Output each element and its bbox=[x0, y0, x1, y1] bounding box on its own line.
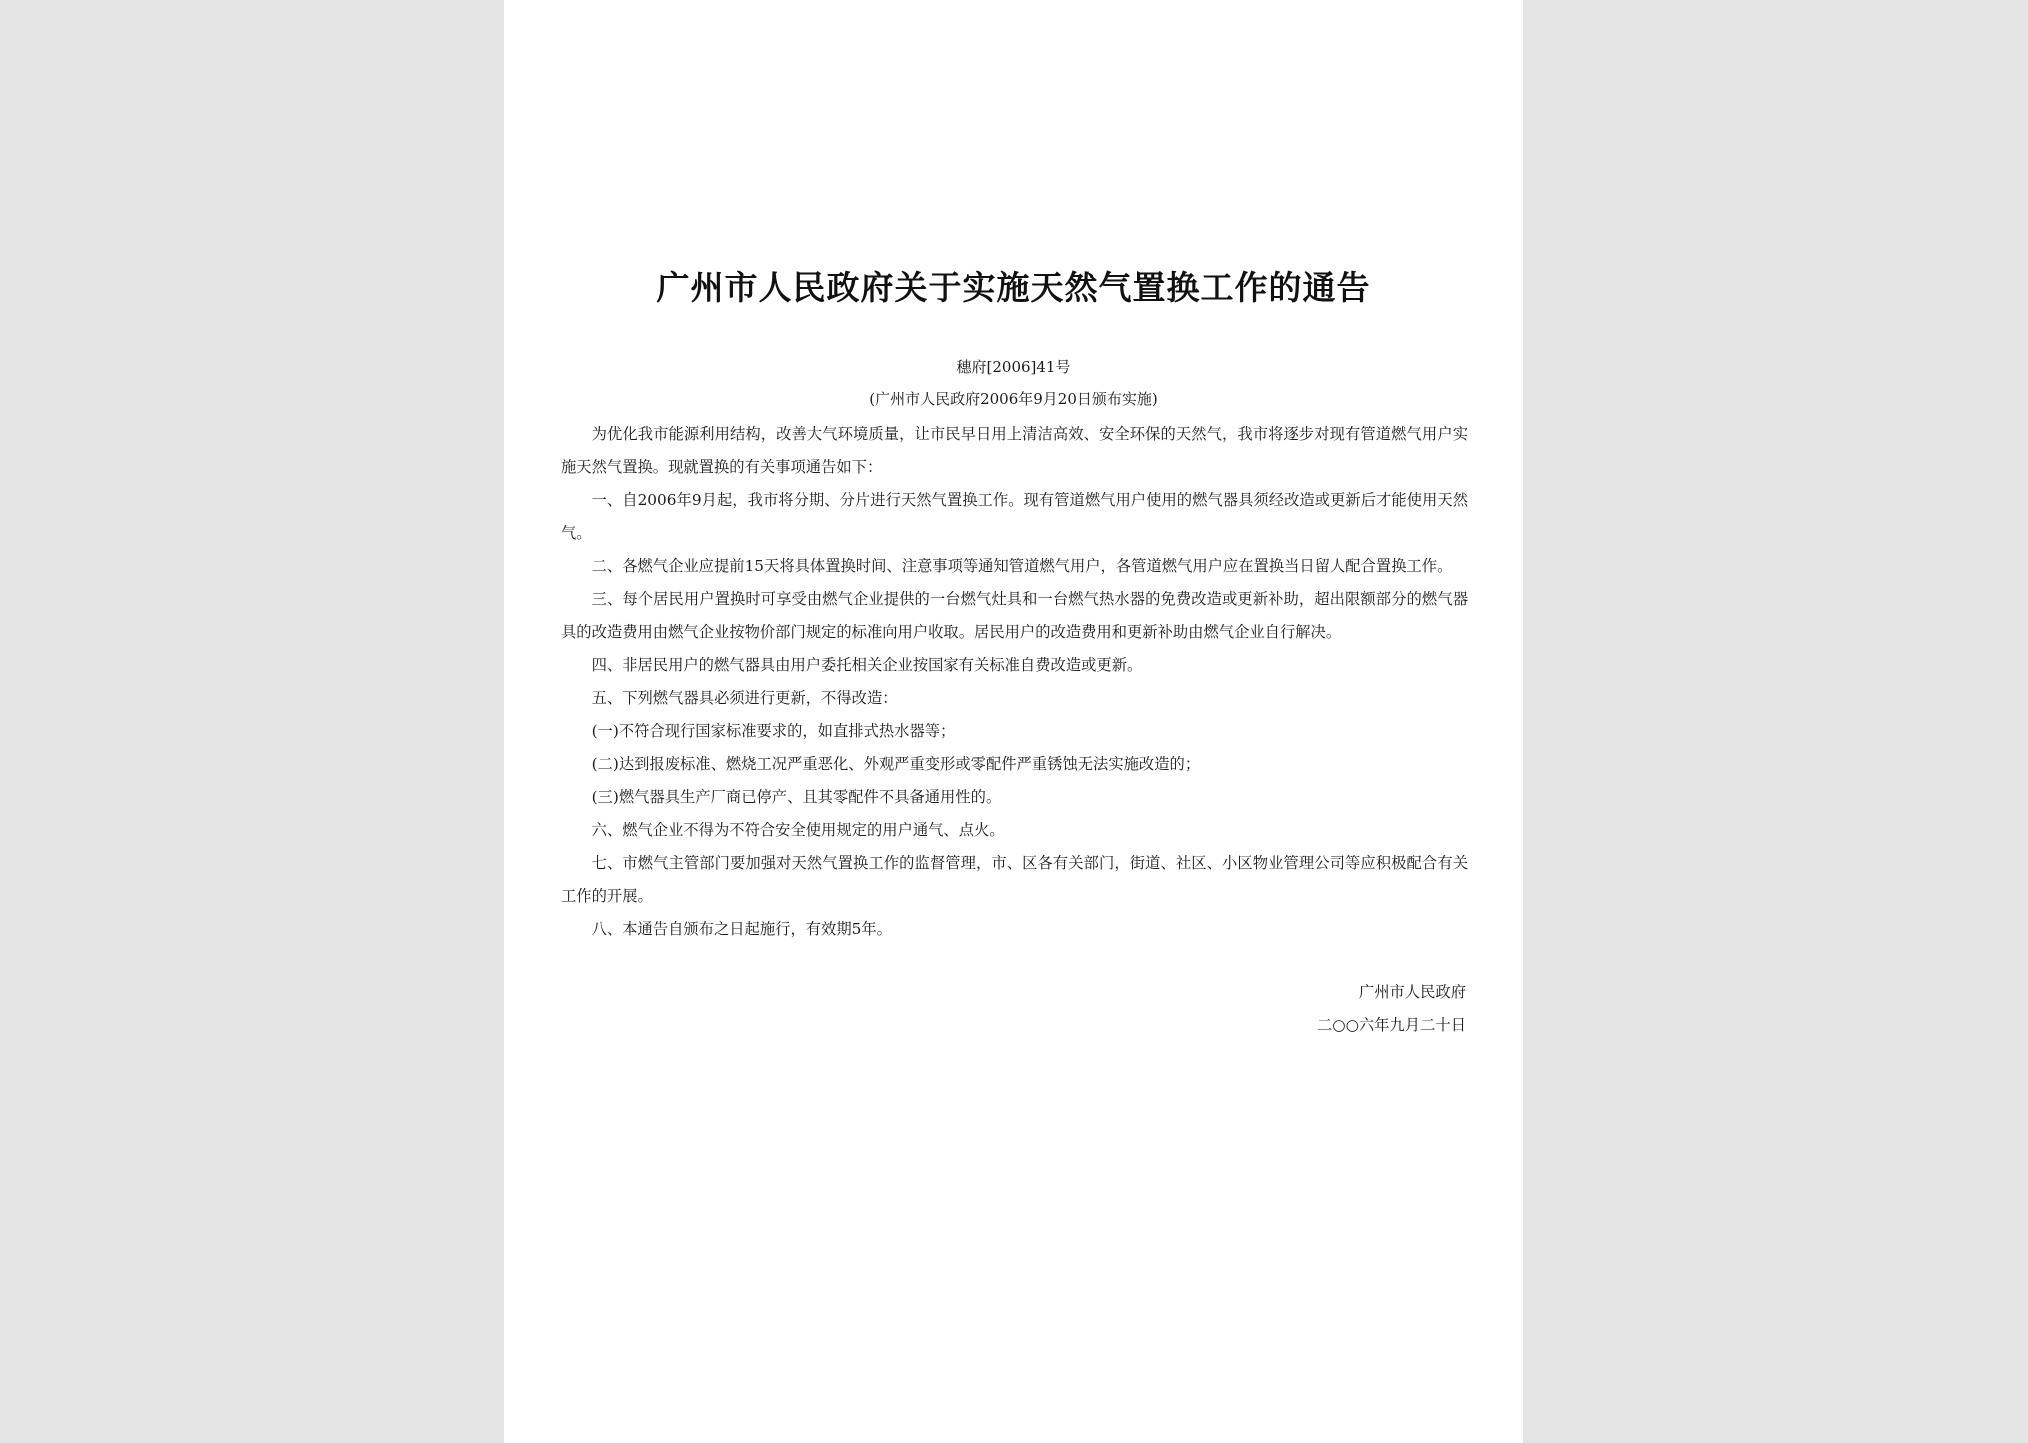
paragraph-subitem-2: (二)达到报废标准、燃烧工况严重恶化、外观严重变形或零配件严重锈蚀无法实施改造的； bbox=[591, 755, 1201, 773]
document-page bbox=[504, 0, 1523, 1443]
document-body bbox=[561, 418, 1468, 946]
document-title: 广州市人民政府关于实施天然气置换工作的通告 bbox=[656, 268, 1371, 307]
signature-organization: 广州市人民政府 bbox=[1358, 983, 1466, 1001]
paragraph-item-3: 三、每个居民用户置换时可享受由燃气企业提供的一台燃气灶具和一台燃气热水器的免费改造或更新补助，超出限额部分的燃气器具的改造费用由燃气企业按物价部门规定的标准向用户收取。居民用户的改造费用和更新补助由燃气企业自行解决。 bbox=[561, 590, 1468, 641]
issue-note: (广州市人民政府2006年9月20日颁布实施) bbox=[869, 390, 1158, 408]
paragraph-item-1: 一、自2006年9月起，我市将分期、分片进行天然气置换工作。现有管道燃气用户使用的燃气器具须经改造或更新后才能使用天然气。 bbox=[561, 491, 1468, 542]
paragraph-subitem-3: (三)燃气器具生产厂商已停产、且其零配件不具备通用性的。 bbox=[591, 788, 1002, 806]
document-number: 穗府[2006]41号 bbox=[956, 358, 1071, 376]
paragraph-intro: 为优化我市能源利用结构，改善大气环境质量，让市民早日用上清洁高效、安全环保的天然气，我市将逐步对现有管道燃气用户实施天然气置换。现就置换的有关事项通告如下： bbox=[561, 425, 1468, 476]
paragraph-item-5: 五、下列燃气器具必须进行更新，不得改造： bbox=[591, 689, 898, 707]
paragraph-item-4: 四、非居民用户的燃气器具由用户委托相关企业按国家有关标准自费改造或更新。 bbox=[591, 656, 1143, 674]
paragraph-item-2: 二、各燃气企业应提前15天将具体置换时间、注意事项等通知管道燃气用户，各管道燃气用户应在置换当日留人配合置换工作。 bbox=[591, 557, 1453, 575]
signature-date: 二○○六年九月二十日 bbox=[1316, 1016, 1466, 1034]
paragraph-item-8: 八、本通告自颁布之日起施行，有效期5年。 bbox=[591, 920, 892, 938]
paragraph-item-7: 七、市燃气主管部门要加强对天然气置换工作的监督管理，市、区各有关部门，街道、社区、小区物业管理公司等应积极配合有关工作的开展。 bbox=[561, 854, 1468, 905]
paragraph-subitem-1: (一)不符合现行国家标准要求的，如直排式热水器等； bbox=[591, 722, 956, 740]
paragraph-item-6: 六、燃气企业不得为不符合安全使用规定的用户通气、点火。 bbox=[591, 821, 1005, 839]
